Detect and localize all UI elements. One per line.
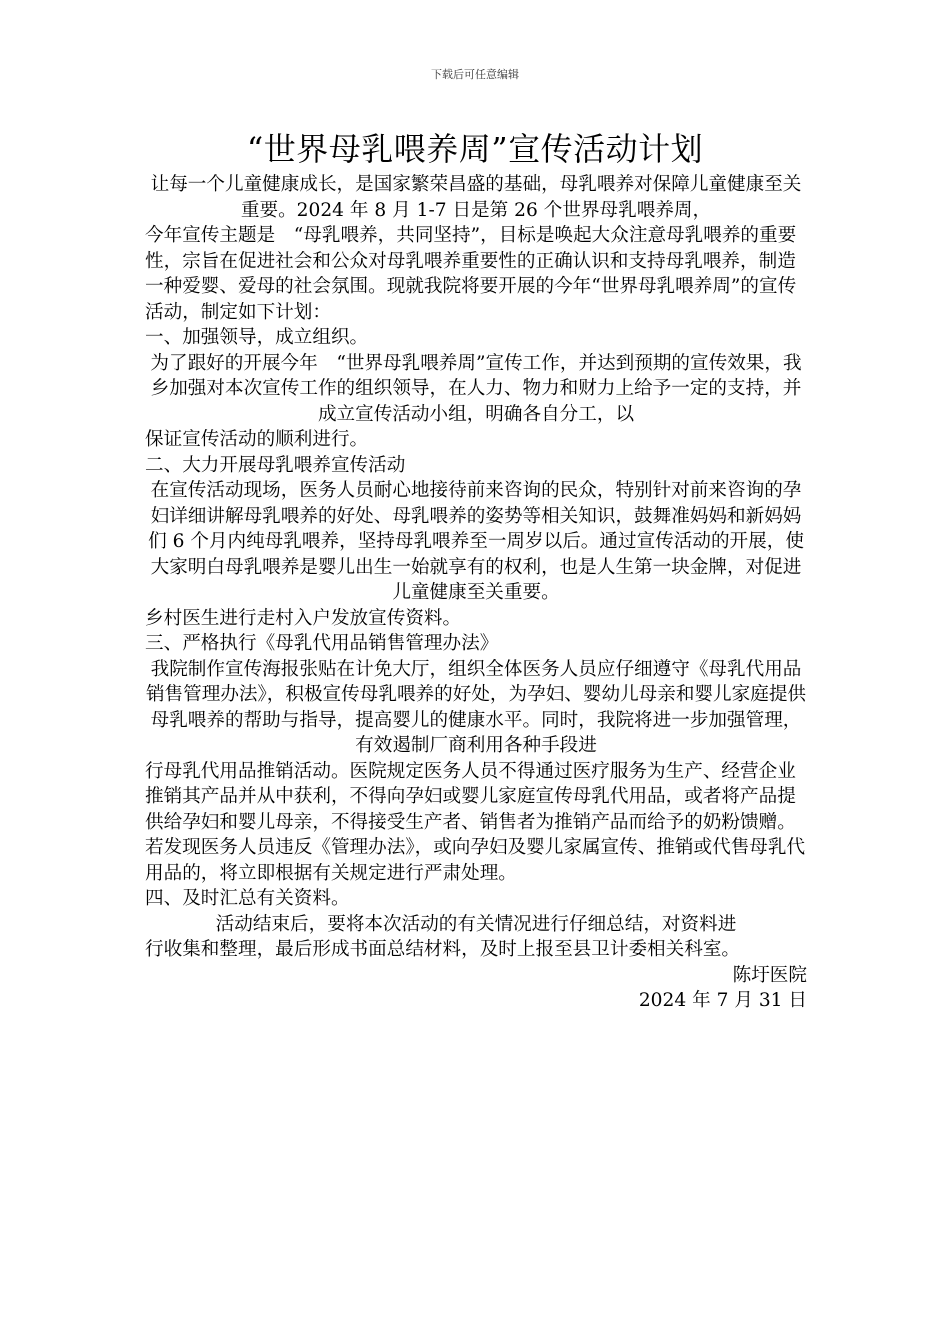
paragraph-section-3-cont: 行母乳代用品推销活动。医院规定医务人员不得通过医疗服务为生产、经营企业推销其产品并从中获利，不得向孕妇或婴儿家庭宣传母乳代用品，或者将产品提供给孕妇和婴儿母亲，不得接受生产者、销售者为推销产品而给予的奶粉馈赠。若发现医务人员违反《管理办法》，或向孕妇及婴儿家属宣传、推销或代售母乳代用品的，将立即根据有关规定进行严肃处理。	[145, 760, 806, 884]
header-note: 下载后可任意编辑	[431, 68, 519, 81]
paragraph-section-2: 在宣传活动现场，医务人员耐心地接待前来咨询的民众，特别针对前来咨询的孕妇详细讲解母乳喂养的好处、母乳喂养的姿势等相关知识，鼓舞准妈妈和新妈妈们 6 个月内纯母乳喂养，坚持母乳喂养至一周岁以后。通过宣传活动的开展，使大家明白母乳喂养是婴儿出生一始就享有的权利，也是人生第一块金牌，对促进儿童健康至关重要。	[148, 480, 804, 603]
paragraph-section-2-end: 乡村医生进行走村入户发放宣传资料。	[145, 607, 462, 629]
paragraph-section-1: 为了跟好的开展今年 “世界母乳喂养周”宣传工作，并达到预期的宣传效果，我乡加强对本次宣传工作的组织领导，在人力、物力和财力上给予一定的支持，并成立宣传活动小组，明确各自分工，以	[150, 352, 802, 425]
paragraph-theme: 今年宣传主题是 “母乳喂养，共同坚持”，目标是唤起大众注意母乳喂养的重要性，宗旨在促进社会和公众对母乳喂养重要性的正确认识和支持母乳喂养，制造一种爱婴、爱母的社会氛围。现就我院将要开展的今年“世界母乳喂养周”的宣传活动，制定如下计划：	[145, 225, 797, 323]
paragraph-intro: 让每一个儿童健康成长，是国家繁荣昌盛的基础，母乳喂养对保障儿童健康至关重要。2024 年 8 月 1-7 日是第 26 个世界母乳喂养周，	[150, 174, 802, 221]
paragraph-section-4-end: 行收集和整理，最后形成书面总结材料，及时上报至县卫计委相关科室。	[145, 939, 741, 960]
paragraph-section-3: 我院制作宣传海报张贴在计免大厅，组织全体医务人员应仔细遵守《母乳代用品销售管理办法》，积极宣传母乳喂养的好处，为孕妇、婴幼儿母亲和婴儿家庭提供母乳喂养的帮助与指导，提高婴儿的健康水平。同时，我院将进一步加强管理，有效遏制厂商利用各种手段进	[145, 658, 807, 756]
paragraph-section-4: 活动结束后，要将本次活动的有关情况进行仔细总结，对资料进	[215, 913, 737, 935]
document-body	[145, 172, 807, 1014]
signature-org: 陈圩医院	[732, 964, 807, 986]
section-heading-2: 二、大力开展母乳喂养宣传活动	[145, 454, 406, 476]
signature-date: 2024 年 7 月 31 日	[638, 990, 807, 1011]
document-title: “世界母乳喂养周”宣传活动计划	[246, 130, 704, 168]
paragraph-section-1-end: 保证宣传活动的顺利进行。	[145, 429, 369, 450]
section-heading-3: 三、严格执行《母乳代用品销售管理办法》	[145, 633, 499, 654]
section-heading-1: 一、加强领导，成立组织。	[145, 327, 369, 348]
section-heading-4: 四、及时汇总有关资料。	[145, 888, 350, 909]
